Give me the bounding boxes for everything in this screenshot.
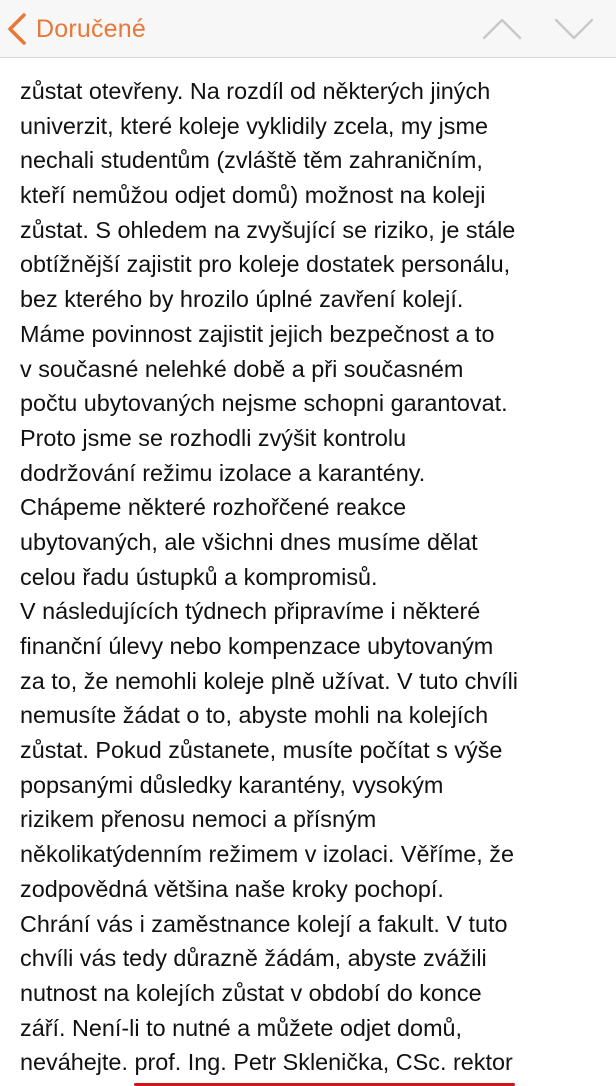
message-line: nemusíte žádat o to, abyste mohli na kolejích	[20, 702, 489, 729]
message-line: obtížnější zajistit pro koleje dostatek personálu,	[20, 251, 511, 278]
message-line: zůstat. Pokud zůstanete, musíte počítat s výše	[20, 737, 503, 764]
message-line: nechali studentům (zvláště těm zahraničním,	[20, 147, 483, 174]
message-line: univerzit, které koleje vyklidily zcela, my jsme	[20, 112, 488, 139]
message-line: rizikem přenosu nemoci a přísným	[20, 806, 377, 833]
message-line: Chápeme některé rozhořčené reakce	[20, 494, 407, 521]
previous-message-button[interactable]	[480, 10, 524, 46]
navigation-bar	[0, 0, 616, 58]
message-line: bez kterého by hrozilo úplné zavření kolejí.	[20, 286, 464, 313]
message-line: za to, že nemohli koleje plně užívat. V tuto chvíli	[20, 667, 518, 694]
message-line: počtu ubytovaných nejsme schopni garantovat.	[20, 390, 508, 417]
back-button[interactable]	[6, 8, 146, 50]
signature	[134, 1045, 512, 1080]
message-line: dodržování režimu izolace a karantény.	[20, 459, 426, 486]
message-line: zůstat. S ohledem na zvyšující se riziko, je stále	[20, 216, 516, 243]
message-line: zůstat otevřeny. Na rozdíl od některých jiných	[20, 78, 491, 104]
chevron-down-icon	[552, 10, 596, 46]
signature-text: prof. Ing. Petr Sklenička, CSc. rektor	[134, 1049, 513, 1076]
message-line: nutnost na kolejích zůstat v období do konce	[20, 979, 482, 1006]
next-message-button[interactable]	[552, 10, 596, 46]
message-line: kteří nemůžou odjet domů) možnost na koleji	[20, 182, 486, 209]
message-line: finanční úlevy nebo kompenzace ubytovaným	[20, 633, 494, 659]
message-body	[20, 74, 610, 1080]
message-line: celou řadu ústupků a kompromisů.	[20, 563, 378, 590]
last-line-prefix: neváhejte.	[20, 1049, 135, 1076]
message-line: několikatýdenním režimem v izolaci. Věříme, že	[20, 841, 514, 868]
message-line: Máme povinnost zajistit jejich bezpečnost a to	[20, 320, 495, 347]
message-line: V následujících týdnech připravíme i některé	[20, 598, 481, 625]
message-line: Chrání vás i zaměstnance kolejí a fakult. V tuto	[20, 910, 508, 937]
chevron-left-icon	[6, 12, 28, 46]
message-line: chvíli vás tedy důrazně žádám, abyste zvážili	[20, 945, 487, 972]
message-line: září. Není-li to nutné a můžete odjet domů,	[20, 1014, 463, 1041]
message-line: ubytovaných, ale všichni dnes musíme dělat	[20, 528, 478, 555]
message-line: Proto jsme se rozhodli zvýšit kontrolu	[20, 424, 407, 451]
chevron-up-icon	[480, 10, 524, 46]
message-last-line	[20, 1045, 610, 1080]
message-line: popsanými důsledky karantény, vysokým	[20, 771, 444, 798]
message-line: zodpovědná většina naše kroky pochopí.	[20, 875, 444, 902]
back-label: Doručené	[36, 14, 146, 43]
message-line: v současné nelehké době a při současném	[20, 355, 464, 382]
